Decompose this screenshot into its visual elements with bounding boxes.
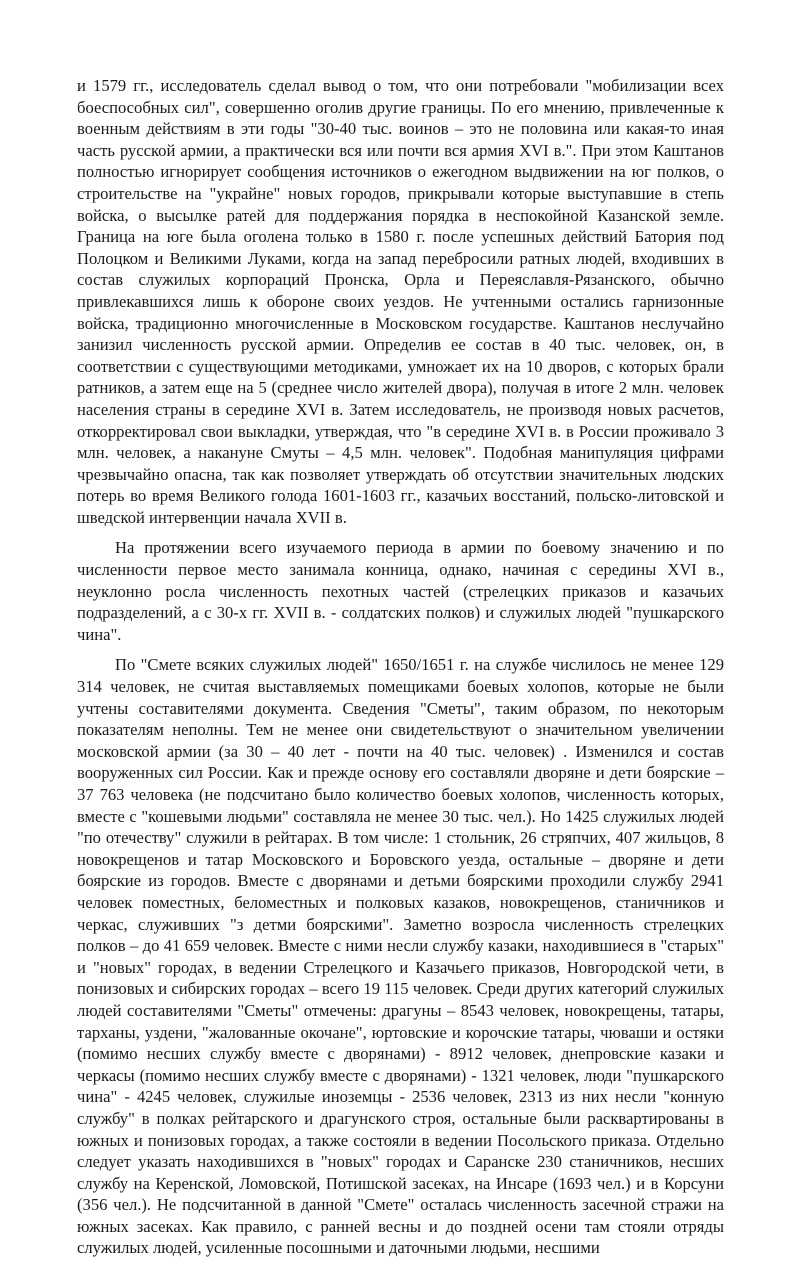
document-page	[77, 75, 724, 1268]
paragraph-3: По "Смете всяких служилых людей" 1650/1651 г. на службе числилось не менее 129 314 человек, не считая выставляемых помещиками боевых холопов, которые не были учтены составителями документа. Сведения "Сметы", таким образом, по некоторым показателям неполны. Тем не менее они свидетельствуют о значительном увеличении московской армии (за 30 – 40 лет - почти на 40 тыс. человек) . Изменился и состав вооруженных сил России. Как и прежде основу его составляли дворяне и дети боярские – 37 763 человека (не подсчитано было количество боевых холопов, численность которых, вместе с "кошевыми людьми" составляла не менее 30 тыс. чел.). Но 1425 служилых людей "по отечеству" служили в рейтарах. В том числе: 1 стольник, 26 стряпчих, 407 жильцов, 8 новокрещенов и татар Московского и Боровского уезда, остальные – дворяне и дети боярские из городов. Вместе с дворянами и детьми боярскими проходили службу 2941 человек поместных, беломестных и полковых казаков, новокрещенов, станичников и черкас, служивших "з детми боярскими". Заметно возросла численность стрелецких полков – до 41 659 человек. Вместе с ними несли службу казаки, находившиеся в "старых" и "новых" городах, в ведении Стрелецкого и Казачьего приказов, Новгородской чети, в понизовых и сибирских городах – всего 19 115 человек. Среди других категорий служилых людей составителями "Сметы" отмечены: драгуны – 8543 человек, новокрещены, татары, тарханы, уздени, "жалованные окочане", юртовские и корочские татары, чюваши и остяки (помимо несших службу вместе с дворянами) - 8912 человек, днепровские казаки и черкасы (помимо несших службу вместе с дворянами) - 1321 человек, люди "пушкарского чина" - 4245 человек, служилые иноземцы - 2536 человек, 2313 из них несли "конную службу" в полках рейтарского и драгунского строя, остальные были расквартированы в южных и понизовых городах, а также состояли в ведении Посольского приказа. Отдельно следует указать находившихся в "новых" городах и Саранске 230 станичников, несших службу на Керенской, Ломовской, Потишской засеках, на Инсаре (1693 чел.) и в Корсуни (356 чел.). Не подсчитанной в данной "Смете" осталась численность засечной стражи на южных засеках. Как правило, с ранней весны и до поздней осени там стояли отряды служилых людей, усиленные посошными и даточными людьми, несшими	[77, 655, 724, 1258]
paragraph-1: и 1579 гг., исследователь сделал вывод о том, что они потребовали "мобилизации всех боеспособных сил", совершенно оголив другие границы. По его мнению, привлеченные к военным действиям в эти годы "30-40 тыс. воинов – это не половина или какая-то иная часть русской армии, а практически вся или почти вся армия XVI в.". При этом Каштанов полностью игнорирует сообщения источников о ежегодном выдвижении на юг полков, о строительстве на "украйне" новых городов, прикрывали которые выступавшие в степь войска, о высылке ратей для поддержания порядка в неспокойной Казанской земле. Граница на юге была оголена только в 1580 г. после успешных действий Батория под Полоцком и Великими Луками, когда на запад перебросили ратных людей, входивших в состав служилых корпораций Пронска, Орла и Переяславля-Рязанского, обычно привлекавшихся лишь к обороне своих уездов. Не учтенными остались гарнизонные войска, традиционно многочисленные в Московском государстве. Каштанов неслучайно занизил численность русской армии. Определив ее состав в 40 тыс. человек, он, в соответствии с существующими методиками, умножает их на 10 дворов, с которых брали ратников, а затем еще на 5 (среднее число жителей двора), получая в итоге 2 млн. человек населения страны в середине XVI в. Затем исследователь, не производя новых расчетов, откорректировал свои выкладки, утверждая, что "в середине XVI в. в России проживало 3 млн. человек, а накануне Смуты – 4,5 млн. человек". Подобная манипуляция цифрами чрезвычайно опасна, так как позволяет утверждать об отсутствии значительных людских потерь во время Великого голода 1601-1603 гг., казачьих восстаний, польско-литовской и шведской интервенции начала XVII в.	[77, 76, 724, 527]
paragraph-2: На протяжении всего изучаемого периода в армии по боевому значению и по численности первое место занимала конница, однако, начиная с середины XVI в., неуклонно росла численность пехотных частей (стрелецких приказов и казачьих подразделений, а с 30-х гг. XVII в. - солдатских полков) и служилых людей "пушкарского чина".	[77, 538, 724, 644]
